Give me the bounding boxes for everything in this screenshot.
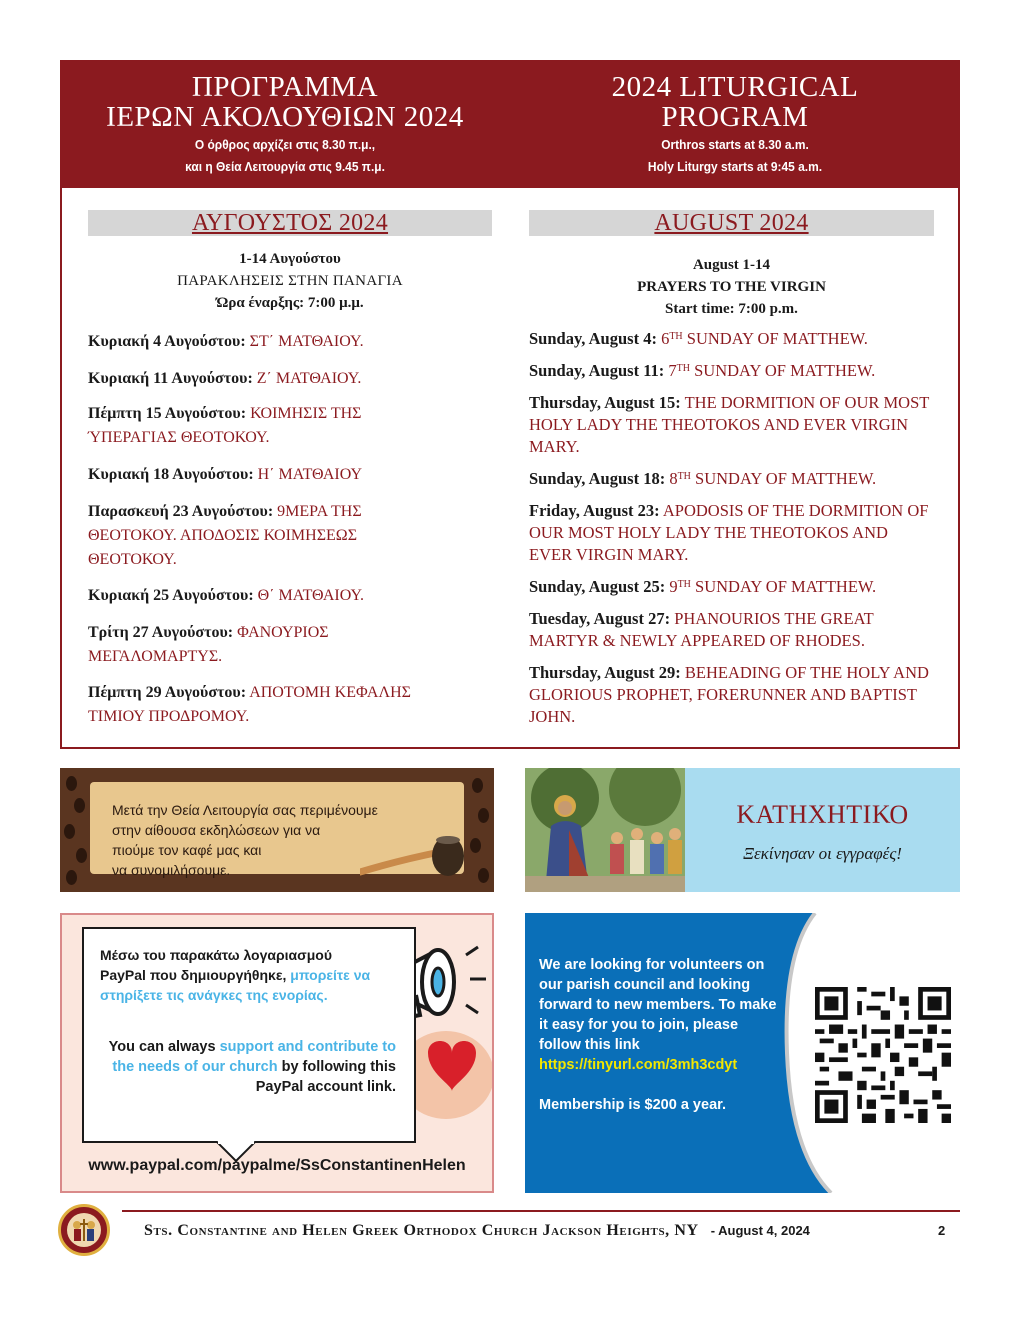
- english-entry-day: Sunday, August 25:: [529, 577, 666, 596]
- program-banner: [60, 60, 960, 188]
- ordinal-number: 9: [669, 577, 678, 596]
- paypal-link[interactable]: www.paypal.com/paypalme/SsConstantinenHelen: [88, 1157, 466, 1174]
- greek-program-title-2: ΙΕΡΩΝ ΑΚΟΛΟΥΘΙΩΝ 2024: [106, 101, 464, 133]
- greek-entry-day: Παρασκευή 23 Αυγούστου:: [88, 503, 274, 520]
- coffee-bean-decoration: [64, 824, 75, 839]
- english-entry: [529, 360, 939, 382]
- greek-entry-day: Κυριακή 18 Αυγούστου:: [88, 466, 254, 483]
- coffee-line: να συνομιλήσουμε.: [112, 862, 231, 878]
- greek-entry-event: Ζ΄ ΜΑΤΘΑΙΟΥ.: [256, 370, 362, 387]
- volunteers-message: [539, 955, 779, 1115]
- footer-church-name: [144, 1222, 944, 1240]
- christ-with-children-icon: [525, 768, 685, 892]
- volunteers-signup-link[interactable]: https://tinyurl.com/3mh3cdyt: [539, 1057, 738, 1073]
- bulletin-date: - August 4, 2024: [710, 1223, 810, 1238]
- english-entry-event: APODOSIS OF THE DORMITION OF OUR MOST HOLY LADY THE THEOTOKOS AND EVER VIRGIN MARY.: [529, 501, 929, 564]
- catechism-registration-note: Ξεκίνησαν οι εγγραφές!: [743, 844, 902, 863]
- greek-entry-day: Κυριακή 25 Αυγούστου:: [88, 587, 254, 604]
- coffee-bean-decoration: [66, 776, 77, 791]
- ordinal-number: 6: [661, 329, 670, 348]
- english-entry-event: [669, 469, 876, 488]
- event-text: SUNDAY OF MATTHEW.: [686, 329, 868, 348]
- greek-entry: [88, 584, 448, 608]
- ordinal-number: 7: [668, 361, 677, 380]
- event-text: SUNDAY OF MATTHEW.: [694, 361, 876, 380]
- event-text: SUNDAY OF MATTHEW.: [695, 469, 877, 488]
- english-entry-day: Sunday, August 18:: [529, 469, 666, 488]
- saints-icon: [61, 1207, 107, 1253]
- greek-entry-event: ΚΟΙΜΗΣΙΣ ΤΗΣ ΎΠΕΡΑΓΙΑΣ ΘΕΟΤΟΚΟΥ.: [88, 405, 362, 446]
- greek-entry-day: Κυριακή 4 Αυγούστου:: [88, 333, 246, 350]
- greek-liturgy-time: και η Θεία Λειτουργία στις 9.45 π.μ.: [185, 159, 385, 174]
- paypal-english-message: [106, 1037, 396, 1097]
- ordinal-suffix: TH: [677, 471, 691, 482]
- english-entry-event: [668, 361, 875, 380]
- english-month-heading: AUGUST 2024: [529, 210, 934, 236]
- coffee-hour-box: [60, 768, 494, 892]
- english-intro-title: PRAYERS TO THE VIRGIN: [637, 279, 826, 295]
- ordinal-suffix: TH: [669, 331, 683, 342]
- english-entry: [529, 608, 929, 652]
- greek-entry-day: Κυριακή 11 Αυγούστου:: [88, 370, 253, 387]
- event-text: SUNDAY OF MATTHEW.: [695, 577, 877, 596]
- paypal-greek-highlight: μπορείτε να στηρίξετε τις ανάγκες της ενορίας.: [100, 967, 371, 1003]
- paypal-greek-text: Μέσω του παρακάτω λογαριασμού PayPal που δημιουργήθηκε,: [100, 947, 333, 983]
- coffee-bean-decoration: [76, 848, 87, 863]
- english-entry-day: Friday, August 23:: [529, 501, 660, 520]
- coffee-bean-decoration: [66, 870, 77, 885]
- greek-entry: [88, 463, 448, 487]
- english-entry-event: THE DORMITION OF OUR MOST HOLY LADY THE THEOTOKOS AND EVER VIRGIN MARY.: [529, 393, 930, 456]
- church-name: Sts. Constantine and Helen Greek Orthodox Church Jackson Heights, NY: [144, 1222, 699, 1239]
- english-entry: [529, 576, 939, 598]
- paypal-english-highlight: support and contribute to the needs of our church: [112, 1039, 396, 1075]
- catechism-title: ΚΑΤΗΧΗΤΙΚΟ: [736, 800, 909, 829]
- greek-entry-day: Τρίτη 27 Αυγούστου:: [88, 624, 234, 641]
- greek-intro-title: ΠΑΡΑΚΛΗΣΕΙΣ ΣΤΗΝ ΠΑΝΑΓΙΑ: [177, 273, 403, 289]
- qr-code[interactable]: [815, 987, 951, 1123]
- english-program-title-2: PROGRAM: [661, 101, 809, 133]
- coffee-bean-decoration: [472, 778, 483, 793]
- english-entry: [529, 662, 939, 728]
- paypal-english-text: by following this PayPal account link.: [255, 1059, 396, 1095]
- coffee-pot-icon: [360, 822, 470, 878]
- ordinal-suffix: TH: [677, 579, 691, 590]
- english-entry-day: Tuesday, August 27:: [529, 609, 671, 628]
- catechism-box: [525, 768, 960, 892]
- english-program-title-1: 2024 LITURGICAL: [611, 71, 859, 103]
- coffee-parchment: [90, 782, 464, 878]
- greek-banner-column: [60, 72, 510, 178]
- coffee-line: πιούμε τον καφέ μας και: [112, 842, 262, 858]
- ordinal-suffix: TH: [676, 363, 690, 374]
- english-entry-event: [669, 577, 876, 596]
- coffee-bean-decoration: [470, 838, 481, 853]
- coffee-bean-decoration: [478, 868, 489, 883]
- greek-paraklesis-intro: [88, 248, 492, 314]
- paypal-greek-message: [100, 945, 380, 1005]
- coffee-invitation-text: [112, 800, 378, 880]
- paypal-speech-bubble: [82, 927, 416, 1143]
- english-entry-day: Sunday, August 4:: [529, 329, 657, 348]
- english-entry-event: BEHEADING OF THE HOLY AND GLORIOUS PROPHET, FORERUNNER AND BAPTIST JOHN.: [529, 663, 929, 726]
- greek-entry-event: ΑΠΟΤΟΜΗ ΚΕΦΑΛΗΣ ΤΙΜΙΟΥ ΠΡΟΔΡΟΜΟΥ.: [88, 684, 411, 725]
- greek-entry-event: ΦΑΝΟΥΡΙΟΣ ΜΕΓΑΛΟΜΑΡΤΥΣ.: [88, 624, 329, 665]
- greek-entry-event: ΣΤ΄ ΜΑΤΘΑΙΟΥ.: [249, 333, 364, 350]
- ordinal-number: 8: [669, 469, 678, 488]
- english-entry: [529, 328, 939, 350]
- liturgical-program-box: [60, 188, 960, 749]
- greek-entry-event: Θ΄ ΜΑΤΘΑΙΟΥ.: [257, 587, 365, 604]
- greek-entry-day: Πέμπτη 15 Αυγούστου:: [88, 405, 247, 422]
- greek-month-heading: ΑΥΓΟΥΣΤΟΣ 2024: [88, 210, 492, 236]
- english-entry-event: [661, 329, 868, 348]
- greek-entry: [88, 681, 468, 729]
- coffee-line: στην αίθουσα εκδηλώσεων για να: [112, 822, 321, 838]
- english-entry: [529, 468, 939, 490]
- english-entry-event: PHANOURIOS THE GREAT MARTYR & NEWLY APPEARED OF RHODES.: [529, 609, 874, 650]
- english-orthros-time: Orthros starts at 8.30 a.m.: [661, 137, 809, 152]
- greek-entry-event: 9ΜΕΡΑ ΤΗΣ ΘΕΟΤΟΚΟΥ. ΑΠΟΔΟΣΙΣ ΚΟΙΜΗΣΕΩΣ ΘΕΟΤΟΚΟΥ.: [88, 503, 362, 568]
- greek-intro-dates: 1-14 Αυγούστου: [239, 251, 341, 267]
- greek-entry: [88, 621, 388, 669]
- greek-entry: [88, 402, 428, 450]
- greek-entry: [88, 330, 448, 354]
- english-intro-dates: August 1-14: [692, 257, 771, 273]
- footer-divider: [122, 1210, 960, 1212]
- greek-intro-time: Ώρα έναρξης: 7:00 μ.μ.: [216, 295, 364, 311]
- english-banner-column: [510, 72, 960, 178]
- english-entry-day: Thursday, August 29:: [529, 663, 681, 682]
- english-liturgy-time: Holy Liturgy starts at 9:45 a.m.: [647, 159, 823, 174]
- greek-entry: [88, 500, 428, 572]
- greek-entry-event: Η΄ ΜΑΤΘΑΙΟΥ: [257, 466, 363, 483]
- greek-orthros-time: Ο όρθρος αρχίζει στις 8.30 π.μ.,: [194, 137, 376, 152]
- church-seal-logo: [58, 1204, 110, 1256]
- paypal-donation-box: [60, 913, 494, 1193]
- coffee-bean-decoration: [478, 808, 489, 823]
- greek-program-title-1: ΠΡΟΓΡΑΜΜΑ: [191, 71, 379, 103]
- greek-entry-day: Πέμπτη 29 Αυγούστου:: [88, 684, 247, 701]
- english-entry: [529, 392, 939, 458]
- english-intro-time: Start time: 7:00 p.m.: [665, 301, 798, 317]
- english-prayers-intro: [529, 254, 934, 320]
- coffee-bean-decoration: [74, 798, 85, 813]
- english-entry-day: Thursday, August 15:: [529, 393, 681, 412]
- coffee-line: Μετά την Θεία Λειτουργία σας περιμένουμε: [112, 802, 378, 818]
- volunteers-text: We are looking for volunteers on our parish council and looking forward to new members. To make it easy for you to join, please follow this link: [539, 957, 777, 1053]
- membership-fee: Membership is $200 a year.: [539, 1097, 726, 1113]
- page-number: 2: [938, 1223, 946, 1238]
- greek-entry: [88, 367, 448, 391]
- english-entry-day: Sunday, August 11:: [529, 361, 665, 380]
- english-entry: [529, 500, 929, 566]
- volunteers-box: [525, 913, 960, 1193]
- paypal-english-text: You can always: [108, 1039, 216, 1055]
